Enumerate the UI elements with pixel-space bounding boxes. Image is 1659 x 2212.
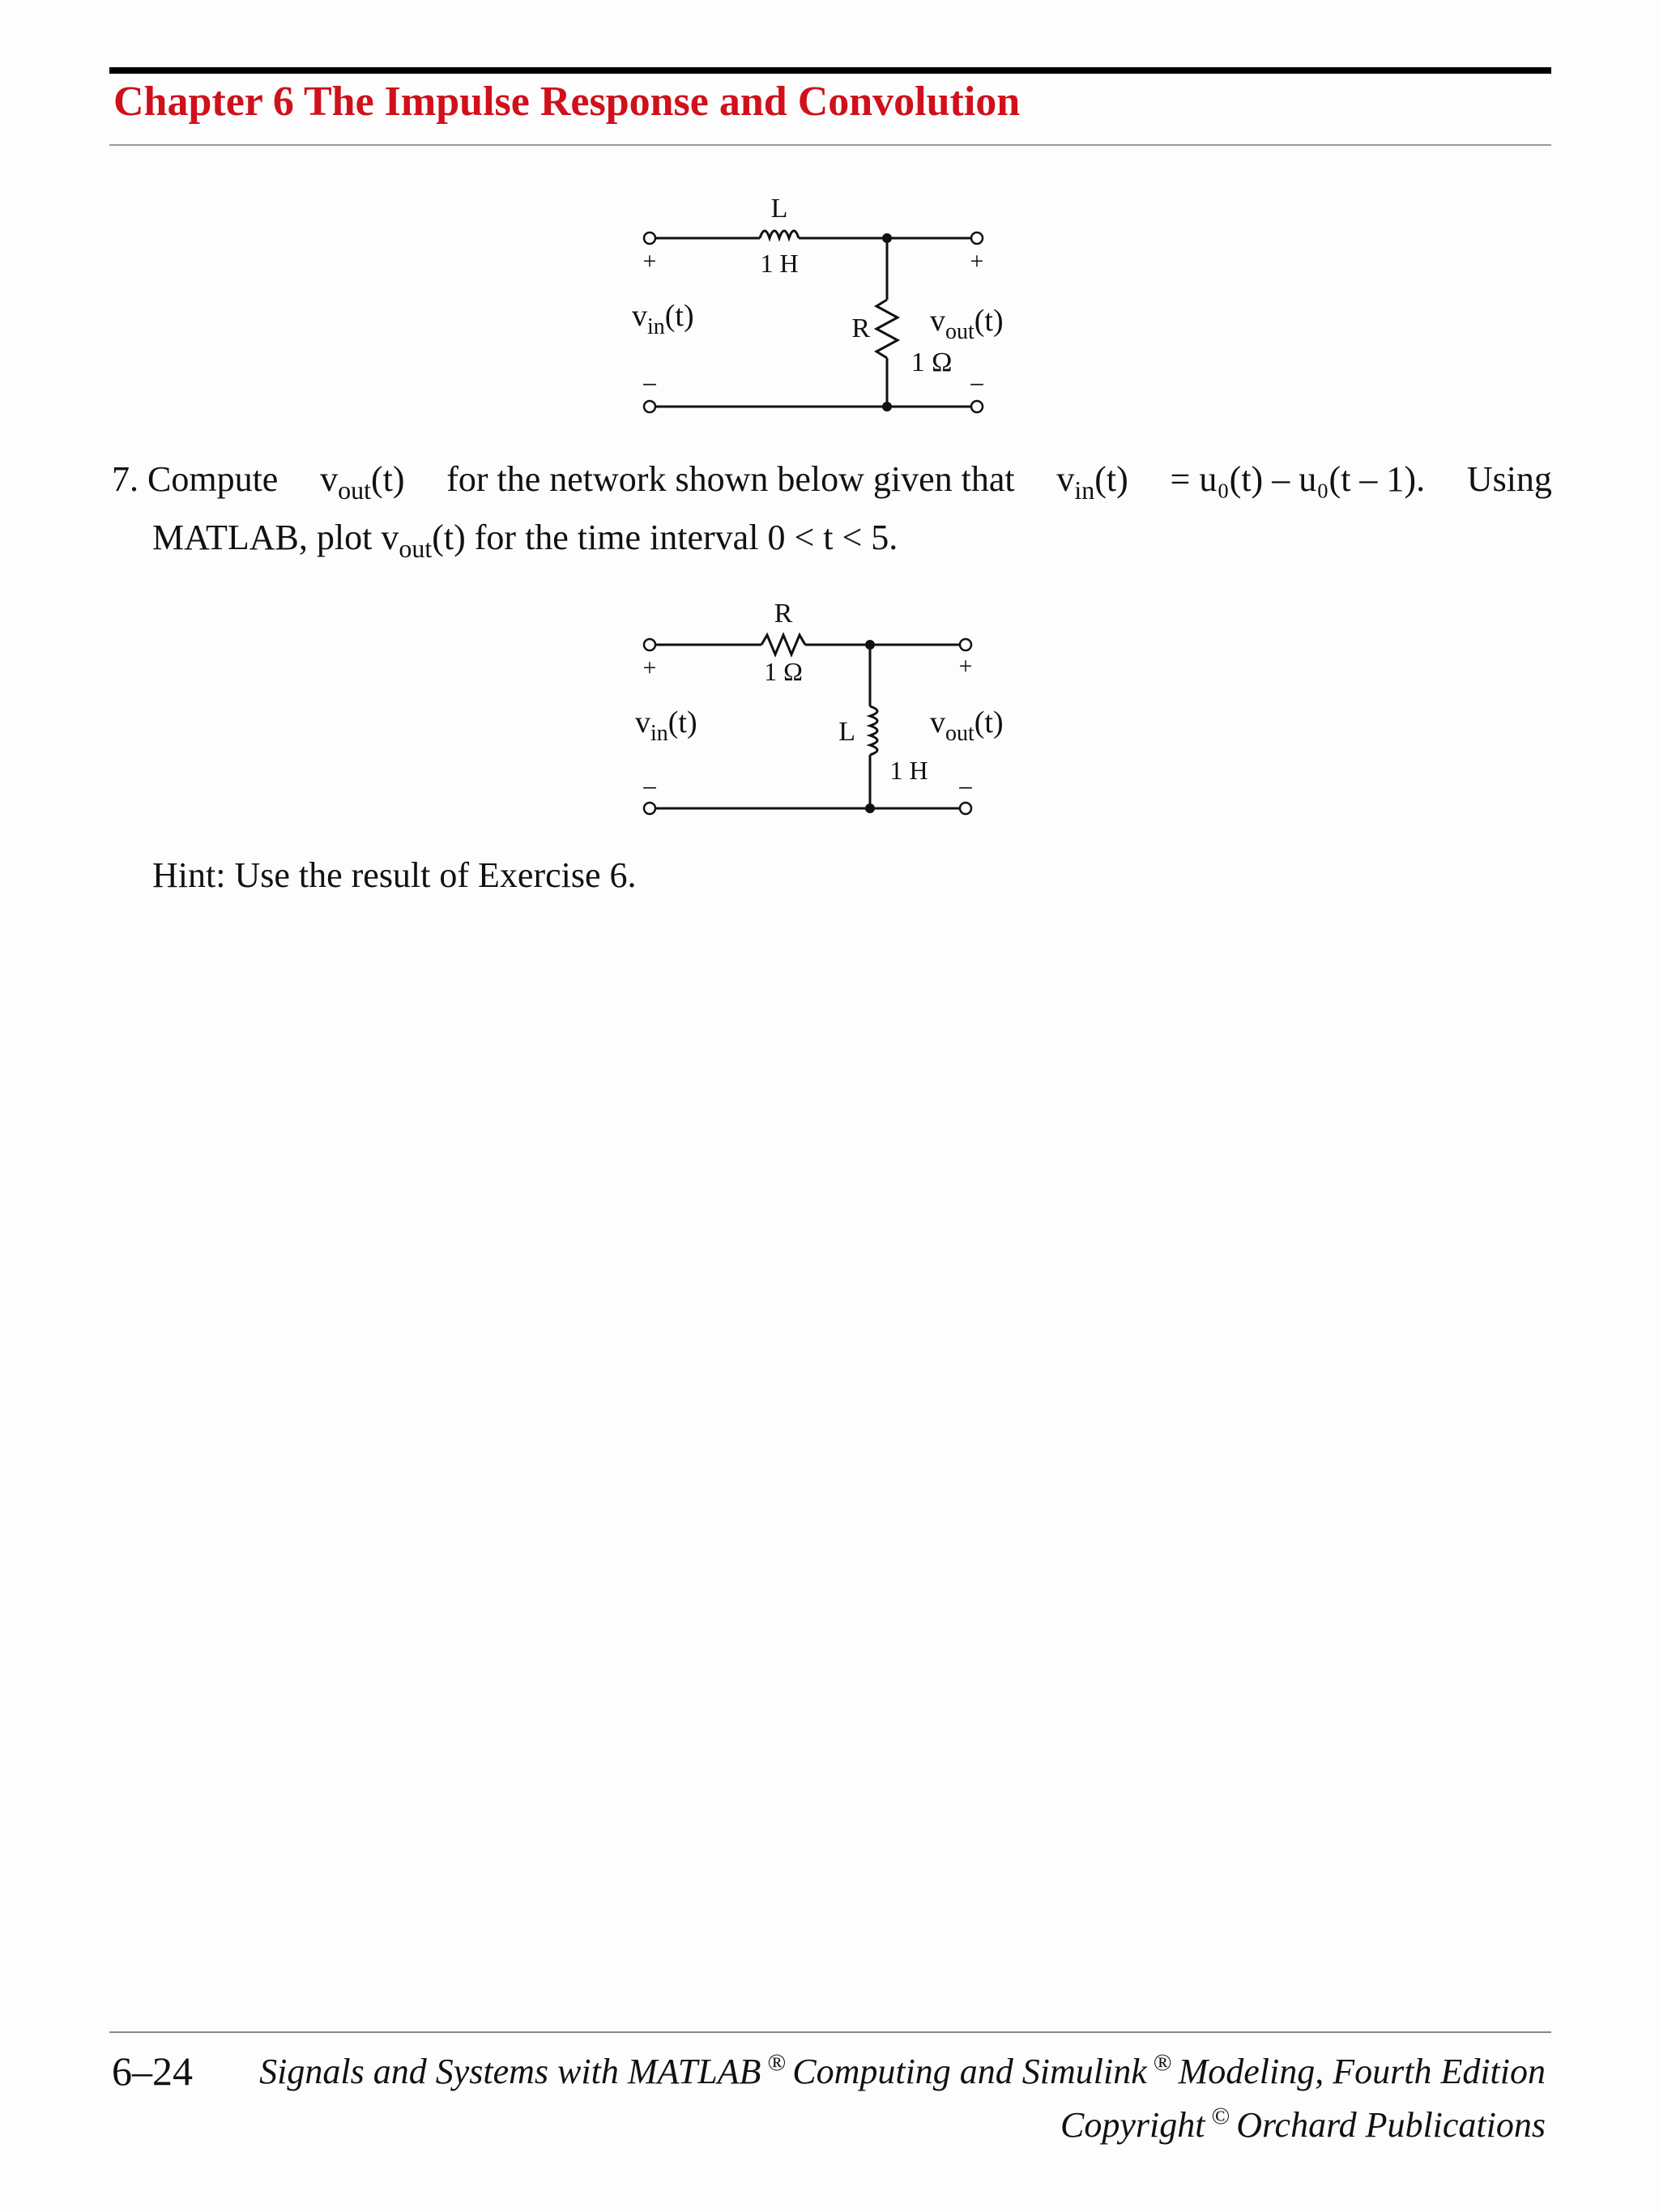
- output-terminal-bottom-2: [960, 803, 971, 814]
- registered-mark-2: ®: [1153, 2049, 1172, 2076]
- inductor-coil: [760, 231, 799, 238]
- input-plus-sign: +: [642, 248, 657, 275]
- input-terminal-bottom-2: [644, 803, 655, 814]
- vin-label-2: $v_{in}(t)$: [635, 705, 697, 746]
- resistor-zigzag: [876, 300, 898, 358]
- inductor-value-2: 1 H: [889, 756, 928, 785]
- inductor-value: 1 H: [760, 249, 799, 278]
- junction-node-top: [882, 233, 892, 243]
- problem-7: [112, 450, 1552, 567]
- vin-label: $v_{in}(t)$: [632, 299, 694, 339]
- output-minus-sign-2: −: [957, 774, 974, 803]
- inductor-label: L: [770, 194, 788, 224]
- copyright-line: Copyright © Orchard Publications: [1060, 2103, 1546, 2145]
- problem-number: 7.: [112, 459, 139, 499]
- junction-node-top-2: [865, 640, 875, 650]
- circuit-rl-diagram: [616, 186, 1037, 429]
- vout-symbol-2: $v_{out}(t)$: [381, 518, 466, 563]
- inductor-label-2: L: [838, 717, 855, 747]
- footer-rule: [109, 2031, 1551, 2033]
- time-interval: 0 < t < 5.: [767, 518, 898, 557]
- input-minus-sign: −: [642, 370, 658, 400]
- vout-label: $v_{out}(t)$: [930, 304, 1004, 344]
- input-minus-sign-2: −: [642, 774, 658, 803]
- resistor-value: 1 Ω: [911, 347, 953, 377]
- hint-text: Hint: Use the result of Exercise 6.: [152, 855, 637, 895]
- vin-symbol: $v_{in}(t)$: [1056, 459, 1128, 505]
- circuit-rl-diagram-2: [616, 593, 1037, 836]
- input-terminal-bottom: [644, 401, 655, 412]
- junction-node-bottom-2: [865, 803, 875, 813]
- input-terminal-top-2: [644, 639, 655, 650]
- registered-mark-1: ®: [767, 2049, 787, 2076]
- output-terminal-bottom: [971, 401, 983, 412]
- output-plus-sign: +: [970, 248, 984, 275]
- input-equation: = u₀(t) – u₀(t – 1).: [1170, 459, 1426, 499]
- input-terminal-top: [644, 232, 655, 244]
- resistor-zigzag-2: [761, 635, 805, 654]
- chapter-title: Chapter 6 The Impulse Response and Convolution: [113, 79, 1021, 125]
- output-terminal-top: [971, 232, 983, 244]
- output-minus-sign: −: [969, 370, 985, 400]
- inductor-coil-2: [870, 706, 877, 755]
- resistor-label: R: [851, 313, 870, 343]
- copyright-symbol: ©: [1211, 2103, 1230, 2129]
- junction-node-bottom: [882, 402, 892, 411]
- problem-line-1: 7. Compute $v_{out}(t)$ for the network shown below given that $v_{in}(t)$ = u₀(t) – u₀(t – 1). Using: [112, 450, 1552, 509]
- output-plus-sign-2: +: [958, 653, 973, 680]
- resistor-label-2: R: [774, 599, 793, 629]
- header-bottom-rule: [109, 144, 1551, 146]
- page-number: 6–24: [112, 2048, 193, 2094]
- book-title: Signals and Systems with MATLAB ® Computing and Simulink ® Modeling, Fourth Edition: [259, 2049, 1546, 2091]
- header-top-rule: [109, 67, 1551, 74]
- vout-symbol: $v_{out}(t)$: [320, 459, 405, 505]
- input-plus-sign-2: +: [642, 654, 657, 681]
- output-terminal-top-2: [960, 639, 971, 650]
- resistor-value-2: 1 Ω: [764, 657, 803, 686]
- problem-line-2: MATLAB, plot $v_{out}(t)$ for the time interval 0 < t < 5.: [152, 518, 898, 563]
- vout-label-2: $v_{out}(t)$: [930, 705, 1004, 746]
